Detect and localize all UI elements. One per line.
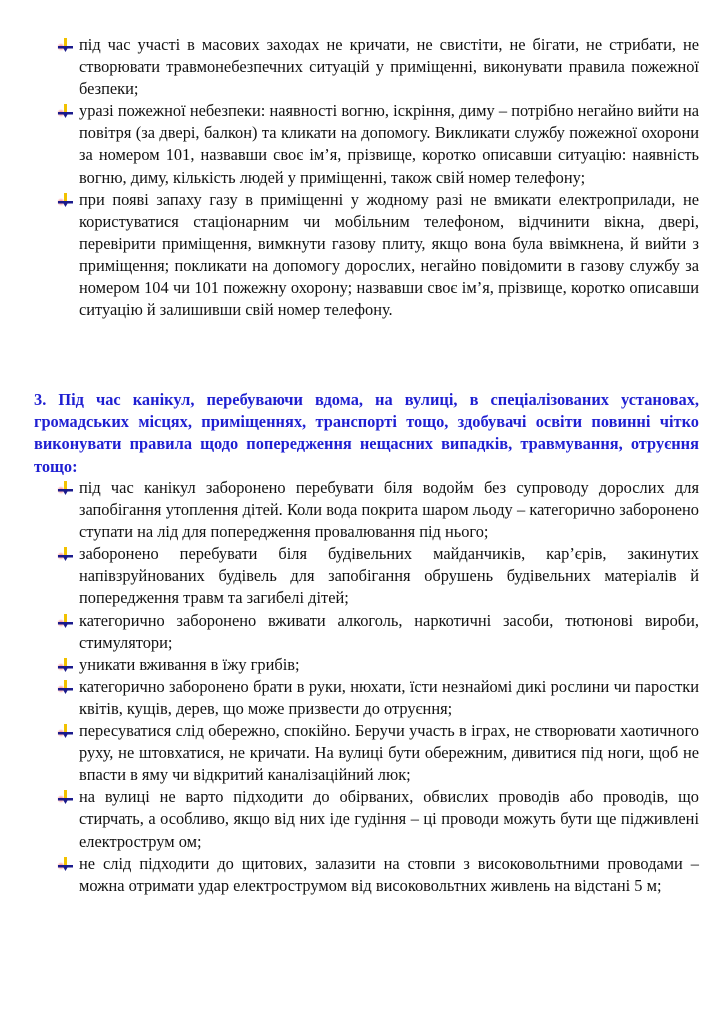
section-3-heading: 3. Під час канікул, перебуваючи вдома, на вулиці, в спеціалізованих установах, громадських місцях, приміщеннях, транспорті тощо, здобувачі освіти повинні чітко виконувати правила щодо попередження нещасних випадків, травмування, отруєння тощо: xyxy=(34,390,699,476)
list-item xyxy=(57,34,699,100)
list-item-text: категорично заборонено брати в руки, нюхати, їсти незнайомі дикі рослини чи паростки квітів, кущів, дерев, що може призвести до отруєння; xyxy=(79,676,699,718)
list-item-text: при появі запаху газу в приміщенні у жодному разі не вмикати електроприлади, не користуватися стаціонарним чи мобільним телефоном, відчинити вікна, двері, перевірити приміщення, вимкнути газову плиту, якщо вона була ввімкнена, й вийти з приміщення; покликати на допомогу дорослих, негайно повідомити в газову службу за номером 104 чи 101 пожежну охорону; назвавши своє ім’я, прізвище, коротко описавши ситуацію й залишивши свій номер телефону. xyxy=(79,189,699,320)
list-item-text: не слід підходити до щитових, залазити на стовпи з високовольтними проводами – можна отримати удар електрострумом від високовольтних живлень на відстані 5 м; xyxy=(79,853,699,895)
pushpin-bullet-icon xyxy=(57,193,73,209)
list-item-text: під час канікул заборонено перебувати біля водойм без супроводу дорослих для запобігання утоплення дітей. Коли вода покрита шаром льоду – категорично заборонено ступати на лід для попередження провалювання під нього; xyxy=(79,478,699,542)
list-item-text: уразі пожежної небезпеки: наявності вогню, іскріння, диму – потрібно негайно вийти на повітря (за двері, балкон) та кликати на допомогу. Викликати службу пожежної охорони за номером 101, назвавши своє ім’я, прізвище, коротко описавши ситуацію: наявність вогню, диму, кількість людей у приміщенні, також свій номер телефону; xyxy=(79,101,699,187)
list-item-text: на вулиці не варто підходити до обірваних, обвислих проводів або проводів, що стирчать, а особливо, якщо від них іде гудіння – ці проводи можуть бути ще підживлені електрострум ом; xyxy=(79,787,699,851)
list-item-text: пересуватися слід обережно, спокійно. Беручи участь в іграх, не створювати хаотичного руху, не штовхатися, не кричати. На вулиці бути обережним, дивитися під ноги, щоб не впасти в яму чи відкритий каналізаційний люк; xyxy=(79,721,699,785)
pushpin-bullet-icon xyxy=(57,38,73,54)
list-item-text: під час участі в масових заходах не кричати, не свистіти, не бігати, не стрибати, не створювати травмонебезпечних ситуацій у приміщенні, виконувати правила пожежної безпеки; xyxy=(79,35,699,99)
list-item-text: уникати вживання в їжу грибів; xyxy=(79,654,300,674)
pushpin-bullet-icon xyxy=(57,104,73,120)
pushpin-bullet-icon xyxy=(57,790,73,806)
pushpin-bullet-icon xyxy=(57,857,73,873)
list-item-text: категорично заборонено вживати алкоголь, наркотичні засоби, тютюнові вироби, стимулятори; xyxy=(79,610,699,652)
list-item-text: заборонено перебувати біля будівельних майданчиків, кар’єрів, закинутих напівзруйнованих будівель для запобігання обрушень будівельних матеріалів й попередження травм та загибелі дітей; xyxy=(79,544,699,608)
list-item xyxy=(57,100,699,188)
list-item xyxy=(57,786,699,852)
list-item xyxy=(57,543,699,609)
pushpin-bullet-icon xyxy=(57,614,73,630)
list-item xyxy=(57,610,699,654)
pushpin-bullet-icon xyxy=(57,680,73,696)
pushpin-bullet-icon xyxy=(57,547,73,563)
list-item xyxy=(57,676,699,720)
list-item xyxy=(57,720,699,786)
list-item xyxy=(57,853,699,897)
safety-rules-list-2 xyxy=(57,477,699,897)
list-item xyxy=(57,189,699,322)
list-item xyxy=(57,654,699,676)
safety-rules-list-1 xyxy=(57,34,699,321)
pushpin-bullet-icon xyxy=(57,658,73,674)
pushpin-bullet-icon xyxy=(57,481,73,497)
list-item xyxy=(57,477,699,543)
pushpin-bullet-icon xyxy=(57,724,73,740)
